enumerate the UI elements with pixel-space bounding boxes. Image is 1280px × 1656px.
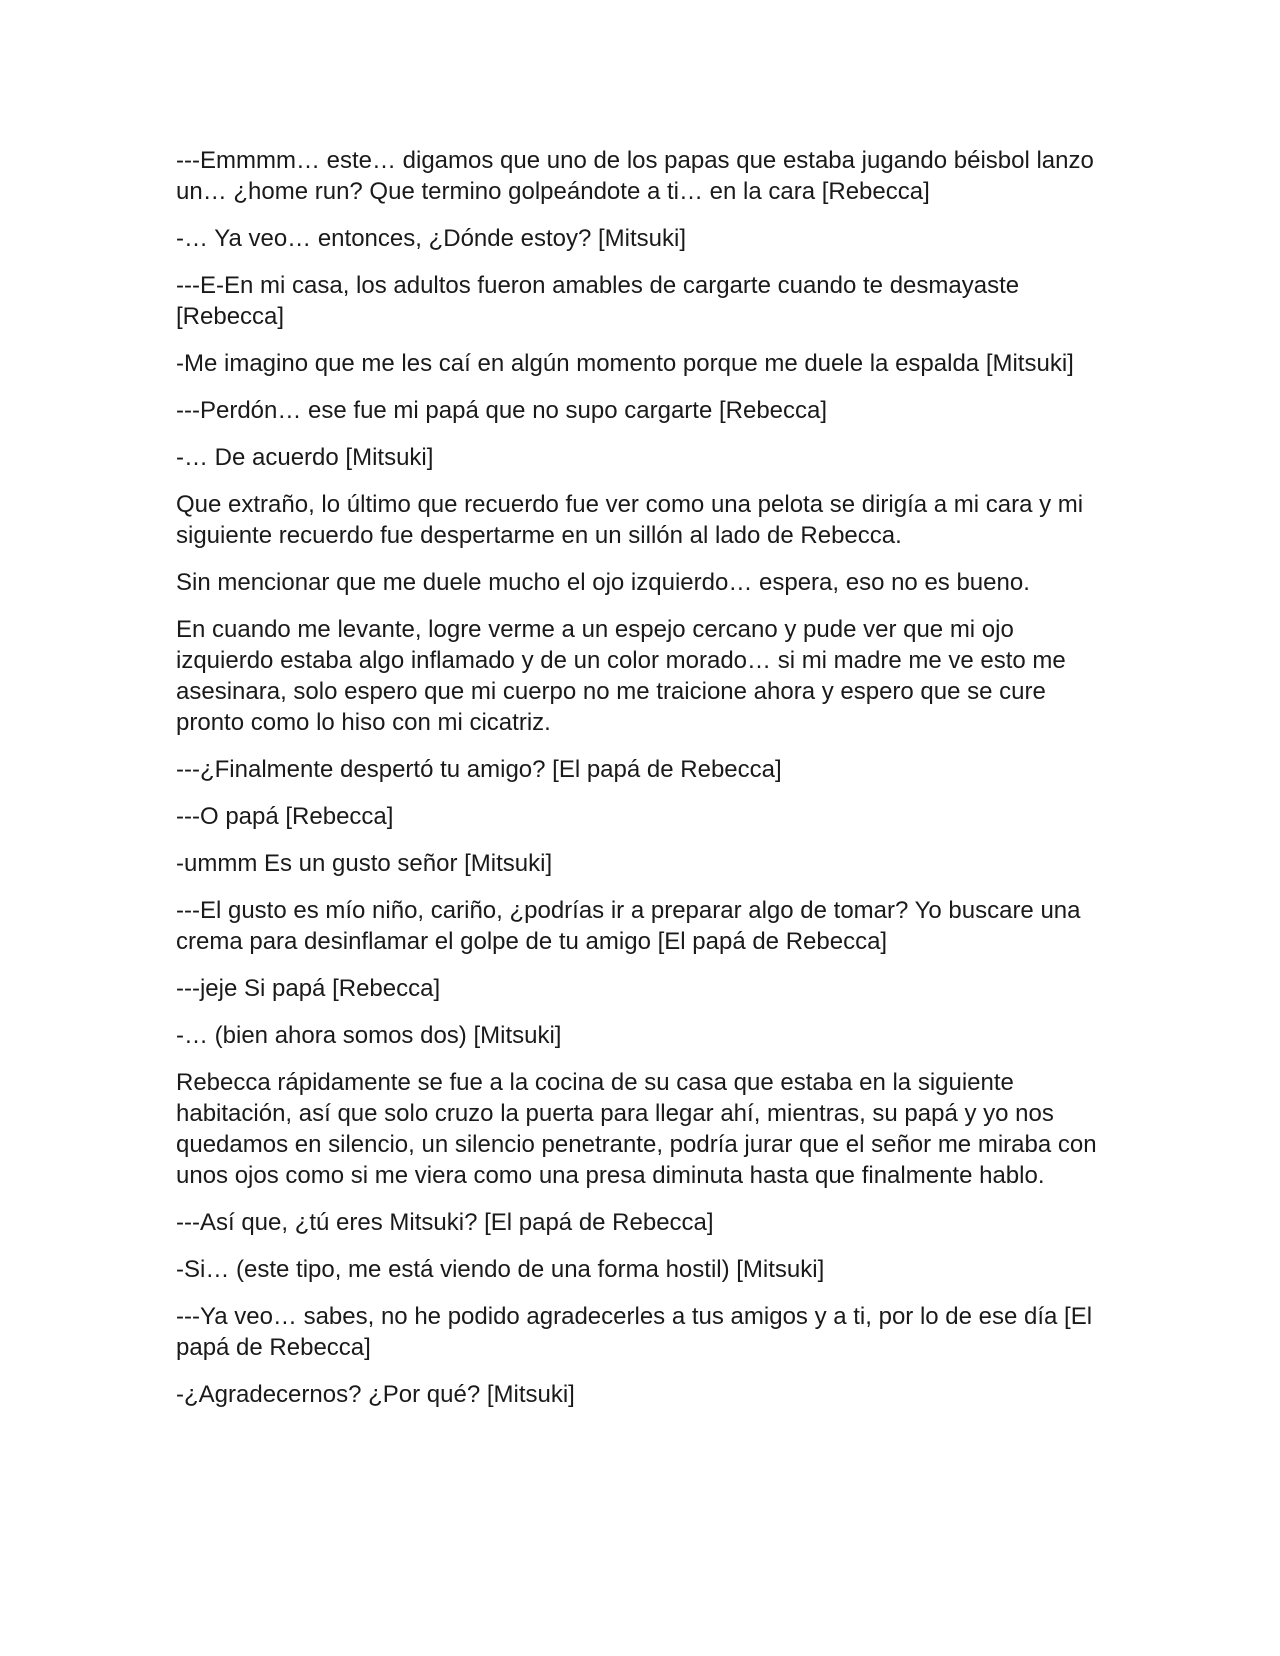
paragraph: En cuando me levante, logre verme a un espejo cercano y pude ver que mi ojo izquierdo estaba algo inflamado y de un color morado… si mi madre me ve esto me asesinara, solo espero que mi cuerpo no me traicione ahora y espero que se cure pronto como lo hiso con mi cicatriz. [176, 616, 1066, 736]
paragraph: -… Ya veo… entonces, ¿Dónde estoy? [Mitsuki] [176, 225, 687, 252]
paragraph: ---¿Finalmente despertó tu amigo? [El papá de Rebecca] [176, 756, 782, 783]
paragraph: ---Ya veo… sabes, no he podido agradecerles a tus amigos y a ti, por lo de ese día [El papá de Rebecca] [176, 1303, 1093, 1361]
paragraph: -ummm Es un gusto señor [Mitsuki] [176, 850, 553, 877]
paragraph: ---El gusto es mío niño, cariño, ¿podrías ir a preparar algo de tomar? Yo buscare una crema para desinflamar el golpe de tu amigo [El papá de Rebecca] [176, 897, 1081, 955]
paragraph: ---Emmmm… este… digamos que uno de los papas que estaba jugando béisbol lanzo un… ¿home run? Que termino golpeándote a ti… en la cara [Rebecca] [176, 147, 1094, 205]
paragraph: Sin mencionar que me duele mucho el ojo izquierdo… espera, eso no es bueno. [176, 569, 1030, 596]
paragraph: -Si… (este tipo, me está viendo de una forma hostil) [Mitsuki] [176, 1256, 825, 1283]
paragraph: -… De acuerdo [Mitsuki] [176, 444, 434, 471]
paragraph: Que extraño, lo último que recuerdo fue ver como una pelota se dirigía a mi cara y mi siguiente recuerdo fue despertarme en un sillón al lado de Rebecca. [176, 491, 1084, 549]
paragraph: -Me imagino que me les caí en algún momento porque me duele la espalda [Mitsuki] [176, 350, 1074, 377]
paragraph: ---Así que, ¿tú eres Mitsuki? [El papá de Rebecca] [176, 1209, 714, 1236]
paragraph: Rebecca rápidamente se fue a la cocina de su casa que estaba en la siguiente habitación, así que solo cruzo la puerta para llegar ahí, mientras, su papá y yo nos quedamos en silencio, un silencio penetrante, podría jurar que el señor me miraba con unos ojos como si me viera como una presa diminuta hasta que finalmente hablo. [176, 1069, 1097, 1189]
paragraph: -¿Agradecernos? ¿Por qué? [Mitsuki] [176, 1381, 575, 1408]
paragraph: ---E-En mi casa, los adultos fueron amables de cargarte cuando te desmayaste [Rebecca] [176, 272, 1020, 330]
paragraph: ---Perdón… ese fue mi papá que no supo cargarte [Rebecca] [176, 397, 828, 424]
paragraph: ---jeje Si papá [Rebecca] [176, 975, 441, 1002]
paragraph: -… (bien ahora somos dos) [Mitsuki] [176, 1022, 562, 1049]
paragraph: ---O papá [Rebecca] [176, 803, 394, 830]
document-body [176, 145, 1116, 1426]
